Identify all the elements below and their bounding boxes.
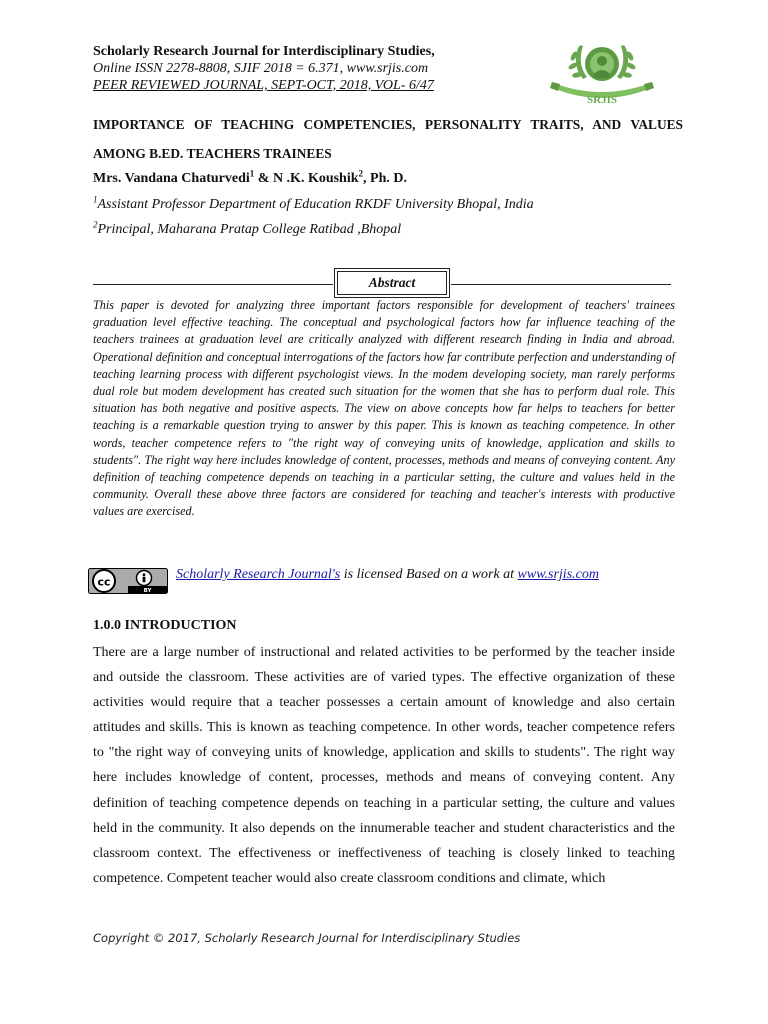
logo-text: SRJIS bbox=[587, 94, 617, 106]
abstract-text: This paper is devoted for analyzing three important factors responsible for development of teachers' trainees graduation level effective teaching. The conceptual and psychological factors how far influence teaching of the teachers trainees at graduation level are critically analyzed with different research finding in India and abroad. Operational definition and conceptual interrogations of the factors how far contribute perfection and understanding of teaching learning process with different psychologist views. In the modem developing society, man rarely performs dual role but modem development has created such situation for the women that she has to perform dual role. This situation has both negative and positive aspects. The view on above concepts how far helps to teachers for better teaching is a remarkable question trying to answer by this paper. This is known as teaching competence. In other words, teacher competence refers to "the right way of conveying units of knowledge, application and skills to students". The right way here includes knowledge of content, processes, methods and means of conveying content. Any definition of teaching competence depends on teaching in a particular setting, the culture and values held in the community. Overall these above three factors are considered for teaching and teacher's interests with productive values are exercised. bbox=[93, 298, 675, 519]
affiliation-2 bbox=[93, 221, 683, 239]
affiliation-1-text: Assistant Professor Department of Education RKDF University Bhopal, India bbox=[97, 197, 534, 212]
section-heading-introduction: 1.0.0 INTRODUCTION bbox=[93, 618, 237, 633]
license-text bbox=[176, 566, 599, 584]
site-link[interactable]: www.srjis.com bbox=[517, 567, 599, 582]
affiliation-1 bbox=[93, 196, 683, 214]
abstract-divider-right bbox=[451, 284, 671, 285]
copyright-footer: Copyright © 2017, Scholarly Research Journal for Interdisciplinary Studies bbox=[93, 931, 521, 945]
license-middle-text: is licensed Based on a work at bbox=[340, 567, 518, 582]
affiliation-2-sup: 2 bbox=[93, 219, 98, 230]
journal-name: Scholarly Research Journal for Interdisciplinary Studies, bbox=[93, 44, 435, 59]
article-title: IMPORTANCE OF TEACHING COMPETENCIES, PERSONALITY TRAITS, AND VALUES AMONG B.ED. TEACHERS TRAINEES bbox=[93, 117, 683, 161]
author-1: Mrs. Vandana Chaturvedi bbox=[93, 171, 250, 186]
introduction-body: There are a large number of instructional and related activities to be performed by the teacher inside and outside the classroom. These activities are of varied types. The effective organization of these activities would require that a teacher possesses a certain amount of knowledge and also certain attitudes and skills. This is known as teaching competence. In other words, teacher competence refers to "the right way of conveying units of knowledge, application and skills to students". The right way here includes knowledge of content, processes, methods and means of conveying content. Any definition of teaching competence depends on teaching in a particular setting, the culture and values held in the community. It also depends on the innumerable teacher and student characteristics and the classroom context. The effectiveness or ineffectiveness of teaching is closely linked to teaching competence. Competent teacher would also create classroom conditions and climate, which bbox=[93, 645, 675, 886]
abstract-heading: Abstract bbox=[337, 271, 447, 295]
cc-icon-label: cc bbox=[97, 575, 111, 589]
authors-line bbox=[93, 170, 683, 188]
by-icon-label: BY bbox=[143, 588, 152, 594]
journal-link[interactable]: Scholarly Research Journal's bbox=[176, 567, 341, 582]
author-1-sup: 1 bbox=[249, 168, 255, 179]
journal-peer-line: PEER REVIEWED JOURNAL, SEPT-OCT, 2018, VOL- 6/47 bbox=[93, 78, 434, 93]
journal-header bbox=[93, 43, 533, 94]
author-separator: & bbox=[254, 171, 273, 186]
license-line bbox=[88, 566, 688, 596]
author-2-sup: 2 bbox=[358, 168, 364, 179]
journal-issn-line: Online ISSN 2278-8808, SJIF 2018 = 6.371, www.srjis.com bbox=[93, 61, 429, 76]
author-2: N .K. Koushik bbox=[272, 171, 359, 186]
affiliation-1-sup: 1 bbox=[93, 194, 98, 205]
abstract-divider-left bbox=[93, 284, 333, 285]
author-2-suffix: , Ph. D. bbox=[363, 171, 407, 186]
cc-by-icon[interactable] bbox=[88, 568, 168, 594]
journal-logo bbox=[550, 34, 654, 106]
affiliation-2-text: Principal, Maharana Pratap College Ratibad ,Bhopal bbox=[97, 222, 402, 237]
abstract-heading-box bbox=[334, 268, 450, 298]
